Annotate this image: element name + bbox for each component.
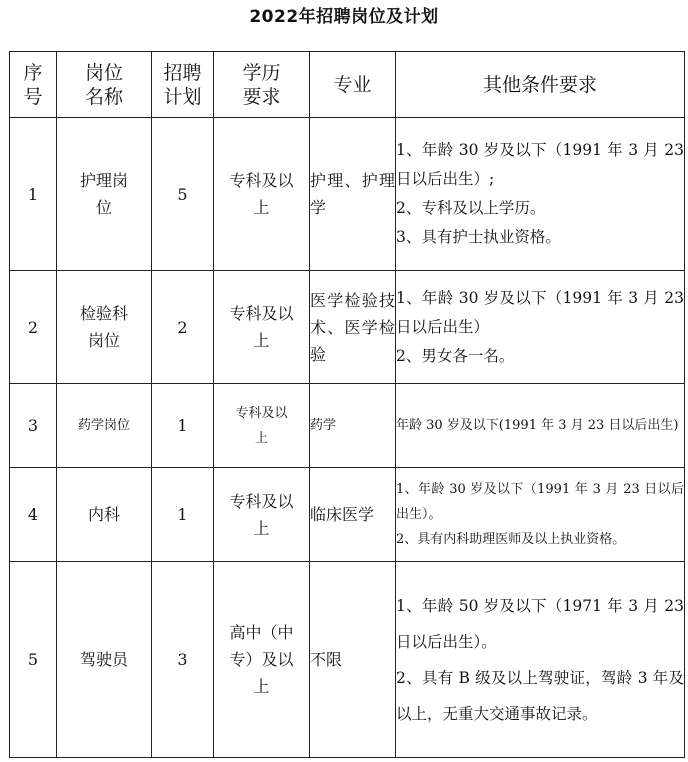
row-plan: 1 — [152, 468, 214, 562]
row-education: 专科及以 上 — [214, 271, 310, 384]
row-no: 5 — [10, 562, 57, 758]
table-row — [10, 562, 685, 758]
row-no: 3 — [10, 384, 57, 468]
row-requirements: 1、年龄 30 岁及以下（1991 年 3 月 23 日以后出生）; 2、专科及以上学历。 3、具有护士执业资格。 — [396, 118, 685, 271]
row-position: 驾驶员 — [57, 562, 152, 758]
row-requirements: 1、年龄 30 岁及以下（1991 年 3 月 23 日以后出生）。 2、具有内科助理医师及以上执业资格。 — [396, 468, 685, 562]
row-major: 药学 — [310, 384, 396, 468]
row-education: 高中（中 专）及以 上 — [214, 562, 310, 758]
recruitment-table — [9, 51, 685, 758]
row-position: 药学岗位 — [57, 384, 152, 468]
row-plan: 2 — [152, 271, 214, 384]
row-requirements: 1、年龄 50 岁及以下（1971 年 3 月 23 日以后出生）。 2、具有 B 级及以上驾驶证，驾龄 3 年及以上，无重大交通事故记录。 — [396, 562, 685, 758]
row-position: 护理岗 位 — [57, 118, 152, 271]
row-major: 临床医学 — [310, 468, 396, 562]
row-no: 1 — [10, 118, 57, 271]
row-plan: 3 — [152, 562, 214, 758]
document-title: 2022年招聘岗位及计划 — [249, 7, 439, 27]
row-education: 专科及以 上 — [214, 468, 310, 562]
row-requirements: 1、年龄 30 岁及以下（1991 年 3 月 23 日以后出生） 2、男女各一名。 — [396, 271, 685, 384]
header-other-requirements: 其他条件要求 — [396, 52, 685, 118]
row-education: 专科及以 上 — [214, 384, 310, 468]
table-row — [10, 468, 685, 562]
table-header-row — [10, 52, 685, 118]
row-plan: 1 — [152, 384, 214, 468]
header-plan: 招聘 计划 — [152, 52, 214, 118]
row-major: 不限 — [310, 562, 396, 758]
table-row — [10, 118, 685, 271]
header-major: 专业 — [310, 52, 396, 118]
row-education: 专科及以 上 — [214, 118, 310, 271]
row-position: 检验科 岗位 — [57, 271, 152, 384]
header-no: 序 号 — [10, 52, 57, 118]
row-plan: 5 — [152, 118, 214, 271]
header-position: 岗位 名称 — [57, 52, 152, 118]
row-no: 2 — [10, 271, 57, 384]
table-row — [10, 271, 685, 384]
row-major: 护理、护理学 — [310, 118, 396, 271]
row-requirements: 年龄 30 岁及以下(1991 年 3 月 23 日以后出生) — [396, 384, 685, 468]
row-no: 4 — [10, 468, 57, 562]
table-row — [10, 384, 685, 468]
header-education: 学历 要求 — [214, 52, 310, 118]
row-major: 医学检验技术、医学检验 — [310, 271, 396, 384]
row-position: 内科 — [57, 468, 152, 562]
